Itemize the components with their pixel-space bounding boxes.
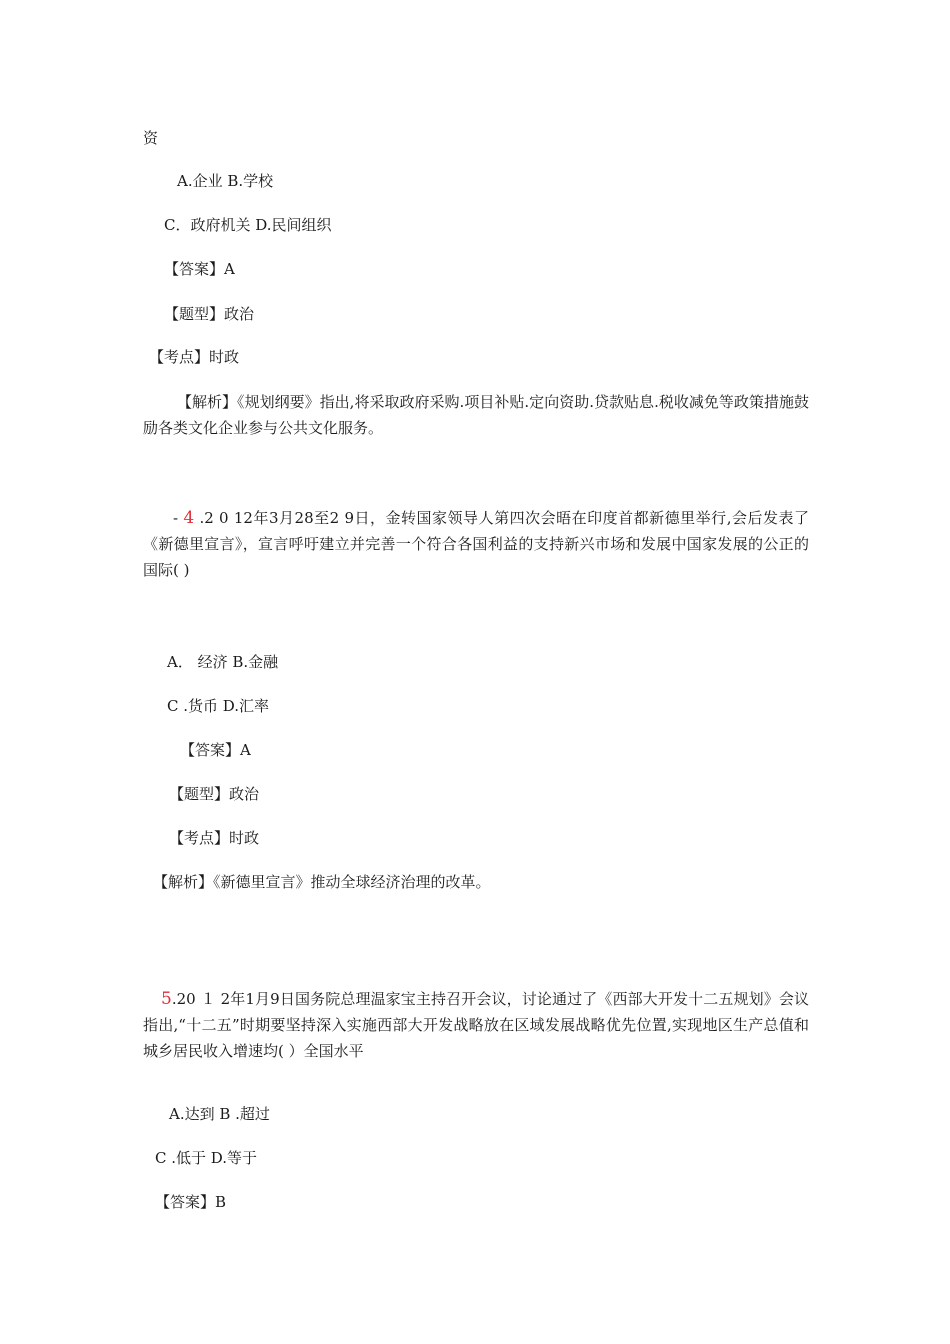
q4-question-type: 【题型】政治 [169,785,260,803]
q4-exam-point: 【考点】时政 [169,829,260,847]
q3-stem-tail: 资 [143,129,159,147]
q3-exam-point: 【考点】时政 [149,348,240,366]
q5-options-ab: A.达到 B .超过 [169,1105,270,1123]
q5-stem [143,986,809,1064]
q5-stem-text: .20 １ 2年1月9日国务院总理温家宝主持召开会议，讨论通过了《西部大开发十二五规划》会议指出,“十二五”时期要坚持深入实施西部大开发战略放在区域发展战略优先位置,实现地区生产总值和城乡居民收入增速均( ）全国水平 [143,990,809,1060]
q4-prefix: - [173,509,184,527]
q4-stem [143,505,809,583]
q5-number: 5 [161,989,172,1009]
q3-options-cd: C．政府机关 D.民间组织 [164,216,332,234]
q3-options-ab: A.企业 B.学校 [177,172,274,190]
q4-options-ab: A． 经济 B.金融 [167,653,279,671]
q4-answer: 【答案】A [180,741,251,759]
q5-options-cd: C .低于 D.等于 [155,1149,258,1167]
q3-analysis: 【解析】《规划纲要》指出,将采取政府采购.项目补贴.定向资助.贷款贴息.税收减免等政策措施鼓励各类文化企业参与公共文化服务。 [143,393,809,437]
q4-number: 4 [183,508,195,528]
q4-options-cd: C .货币 D.汇率 [167,697,270,715]
q3-answer: 【答案】A [164,260,235,278]
q4-stem-text: .2 0 12年3月28至2 9日，金转国家领导人第四次会晤在印度首都新德里举行,会后发表了《新德里宣言》，宣言呼吁建立并完善一个符合各国利益的支持新兴市场和发展中国家发展的公正的国际( ) [143,509,809,579]
q3-question-type: 【题型】政治 [164,305,255,323]
q5-answer: 【答案】B [155,1193,227,1211]
q4-analysis: 【解析】《新德里宣言》推动全球经济治理的改革。 [153,873,491,891]
